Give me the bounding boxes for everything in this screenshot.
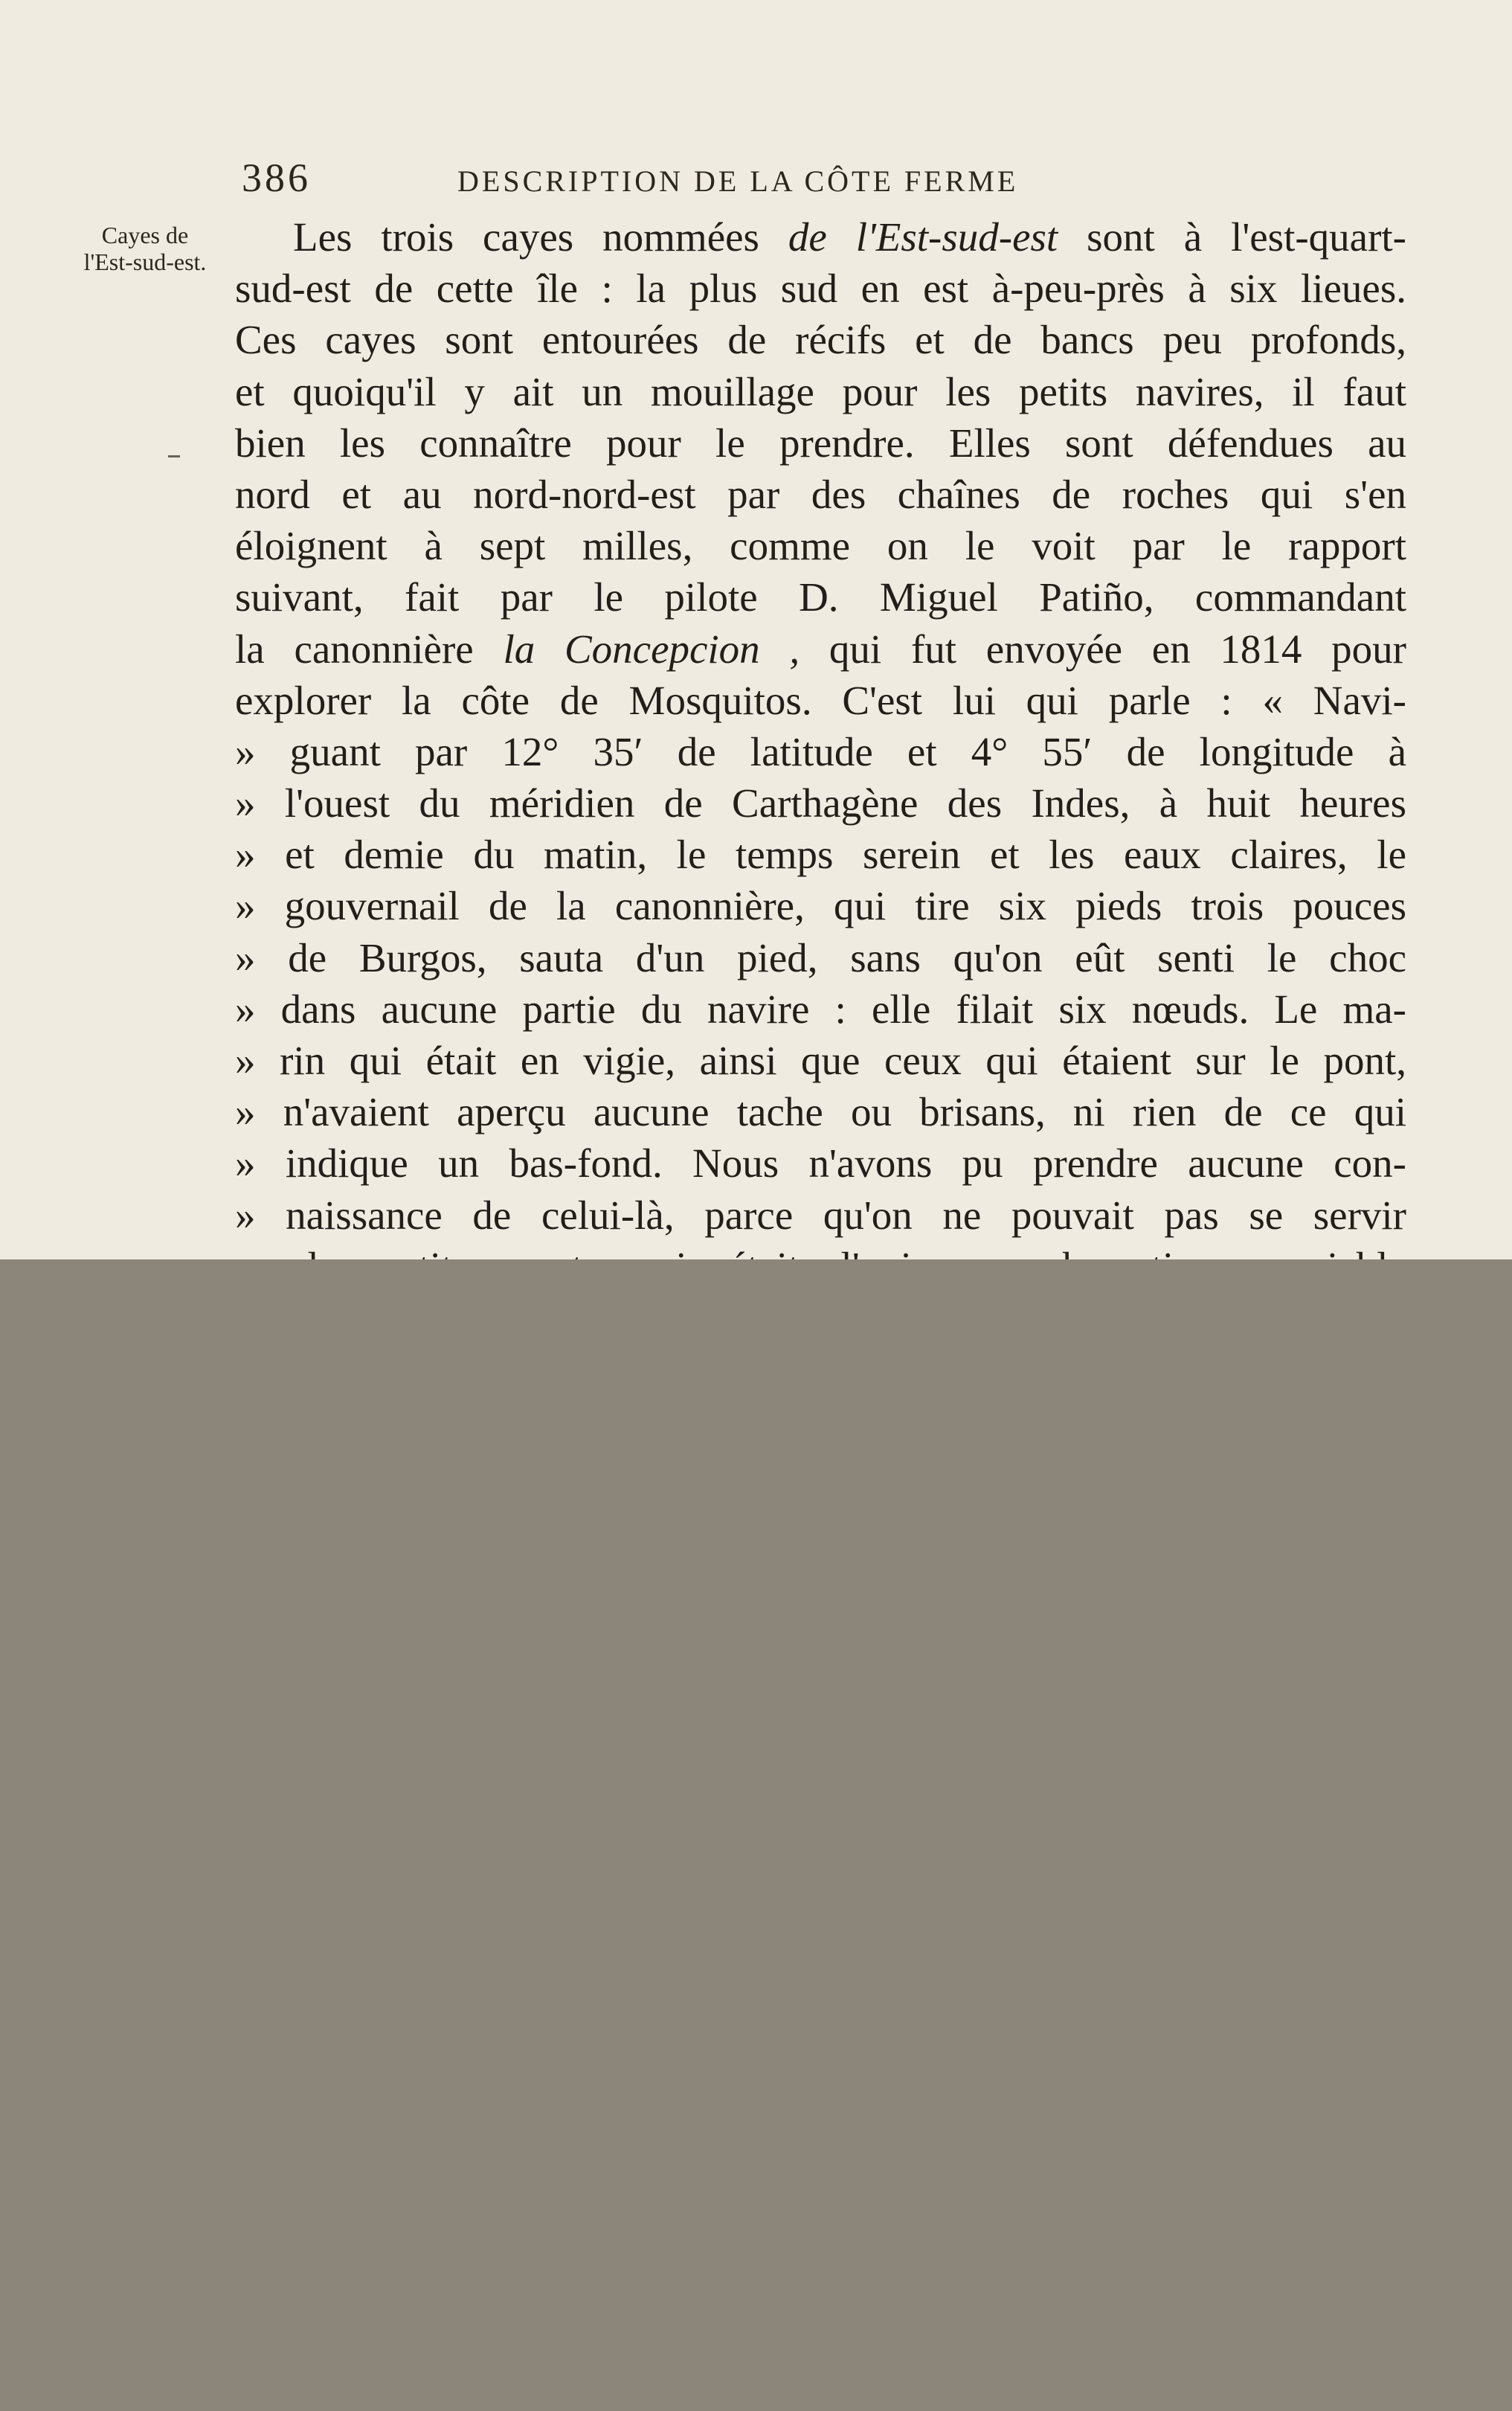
text-line: » et demie du matin, le temps serein et les eaux claires, le: [235, 832, 1406, 878]
page-header: [242, 155, 1402, 207]
text-line: et quoiqu'il y ait un mouillage pour les petits navires, il faut: [235, 368, 1406, 414]
text-line: » dans aucune partie du navire : elle filait six nœuds. Le ma-: [235, 986, 1406, 1032]
running-title: DESCRIPTION DE LA CÔTE FERME: [457, 164, 1019, 198]
covered-area: [0, 1259, 1512, 2411]
text-line: nord et au nord-nord-est par des chaînes de roches qui s'en: [235, 471, 1406, 517]
text-line: explorer la côte de Mosquitos. C'est lui qui parle : « Navi-: [235, 677, 1406, 723]
text-line: » naissance de celui-là, parce qu'on ne pouvait pas se servir: [235, 1192, 1406, 1238]
margin-mark: [168, 455, 180, 458]
text-line: » gouvernail de la canonnière, qui tire six pieds trois pouces: [235, 883, 1406, 929]
text-line: » indique un bas-fond. Nous n'avons pu prendre aucune con-: [235, 1140, 1406, 1187]
text-line: la canonnière la Concepcion , qui fut envoyée en 1814 pour: [235, 626, 1407, 672]
text-line: suivant, fait par le pilote D. Miguel Patiño, commandant: [235, 574, 1406, 620]
text-line: » l'ouest du méridien de Carthagène des Indes, à huit heures: [235, 780, 1406, 826]
text-line: » n'avaient aperçu aucune tache ou brisans, ni rien de ce qui: [235, 1089, 1406, 1135]
page-number: 386: [242, 155, 311, 200]
margin-note: [59, 222, 231, 275]
text-line: sud-est de cette île : la plus sud en est à-peu-près à six lieues.: [235, 266, 1406, 312]
text-line: » de Burgos, sauta d'un pied, sans qu'on eût senti le choc: [235, 934, 1406, 980]
italic-ship-name: la Concepcion ,: [503, 626, 800, 672]
text-line: Les trois cayes nommées de l'Est-sud-est sont à l'est-quart-: [293, 214, 1406, 260]
text-line: Ces cayes sont entourées de récifs et de bancs peu profonds,: [235, 317, 1406, 363]
margin-note-line: l'Est-sud-est.: [83, 248, 207, 275]
margin-note-line: Cayes de: [101, 222, 189, 248]
text-line: bien les connaître pour le prendre. Elles sont défendues au: [235, 420, 1406, 466]
italic-name: de l'Est-sud-est: [788, 214, 1058, 260]
text-line: éloignent à sept milles, comme on le voit par le rapport: [235, 523, 1406, 569]
body-text: [235, 211, 1406, 1292]
text-line: » guant par 12° 35′ de latitude et 4° 55′ de longitude à: [235, 728, 1406, 774]
text-line: » rin qui était en vigie, ainsi que ceux qui étaient sur le pont,: [235, 1038, 1406, 1083]
